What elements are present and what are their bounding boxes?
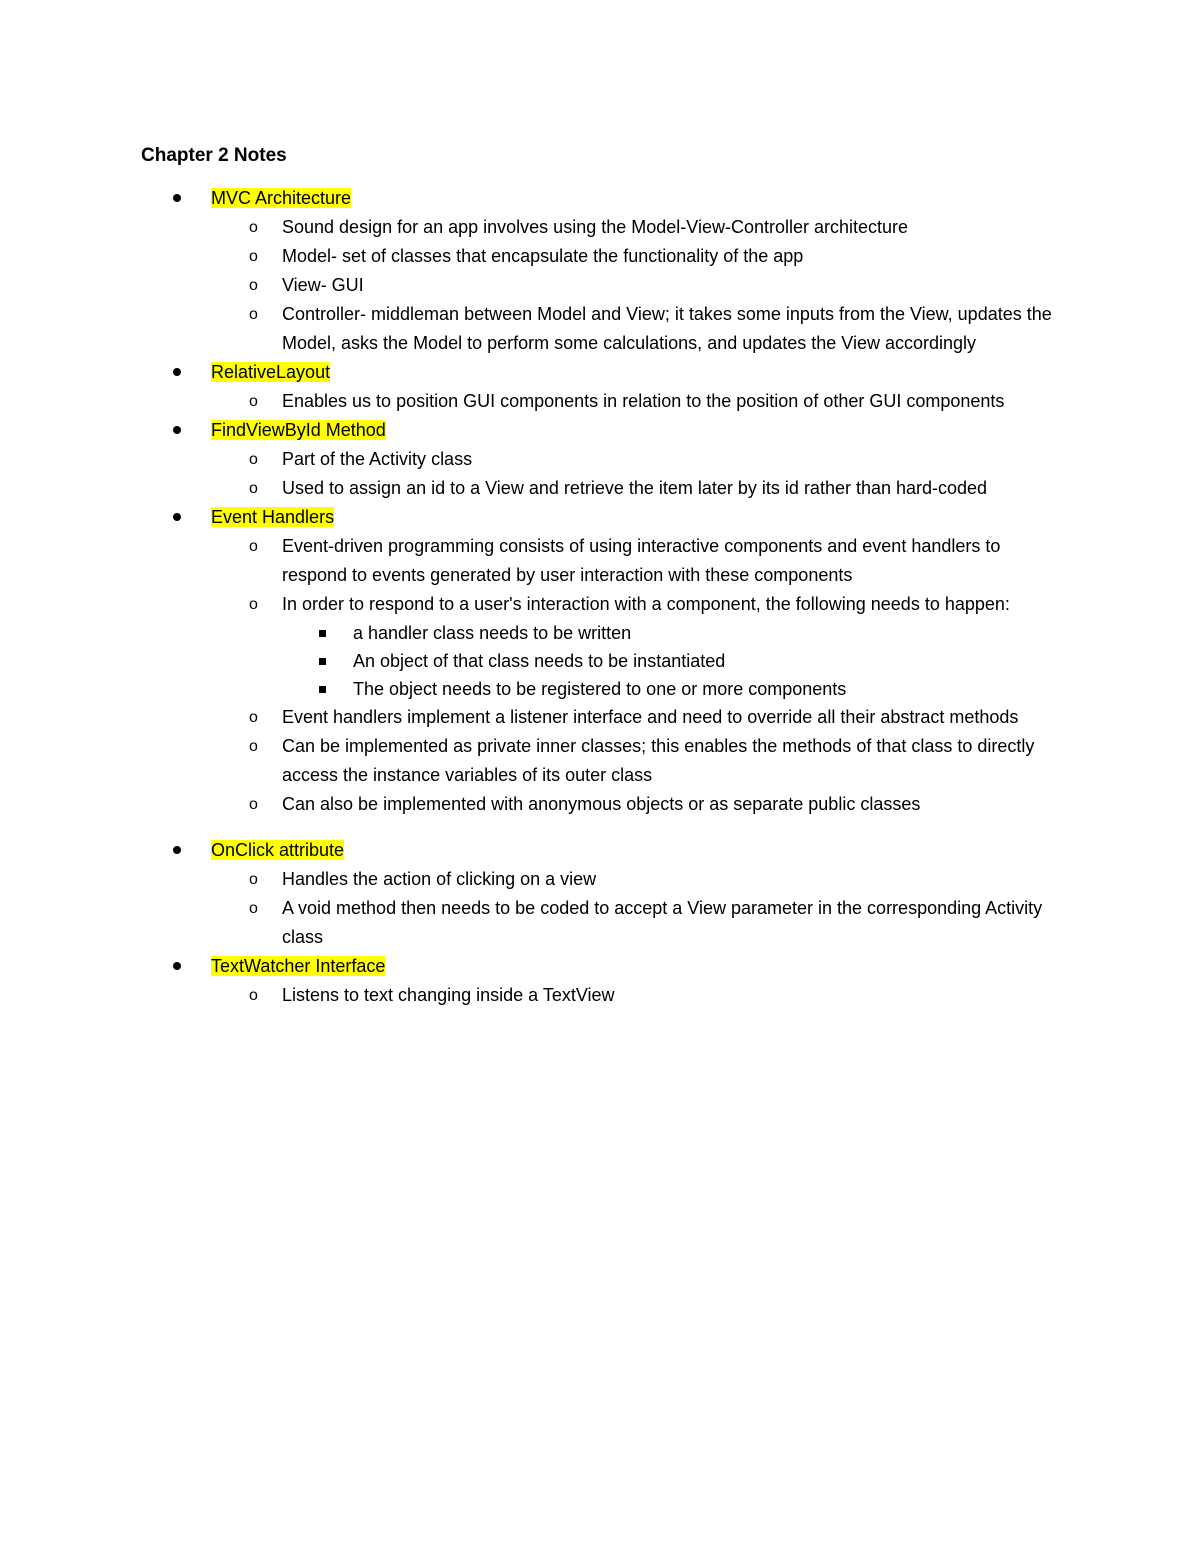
square-bullet-icon bbox=[319, 686, 326, 693]
bullet-icon bbox=[173, 426, 181, 434]
list-item bbox=[211, 271, 1062, 300]
list-item-text: Used to assign an id to a View and retrieve the item later by its id rather than hard-coded bbox=[282, 478, 988, 498]
circle-bullet-icon: o bbox=[249, 538, 258, 555]
section-heading: TextWatcher Interface bbox=[211, 956, 386, 976]
list-item-text: Controller- middleman between Model and View; it takes some inputs from the View, updates the Model, asks the Model to perform some calculations, and updates the View accordingly bbox=[282, 304, 1052, 353]
section-heading: RelativeLayout bbox=[211, 362, 331, 382]
circle-bullet-icon: o bbox=[249, 796, 258, 813]
bullet-icon bbox=[173, 194, 181, 202]
list-item-text: Event handlers implement a listener interface and need to override all their abstract methods bbox=[282, 707, 1019, 727]
list-item-text: Handles the action of clicking on a view bbox=[282, 869, 597, 889]
section-item bbox=[0, 358, 1200, 416]
list-item-text: A void method then needs to be coded to accept a View parameter in the corresponding Activity class bbox=[282, 898, 1043, 947]
sub-list bbox=[0, 865, 1200, 952]
sub-list bbox=[0, 981, 1200, 1010]
list-item-text: Part of the Activity class bbox=[282, 449, 473, 469]
list-item bbox=[211, 242, 1062, 271]
section-list bbox=[0, 184, 1200, 1010]
sub-list bbox=[0, 532, 1200, 819]
list-item bbox=[211, 532, 1062, 590]
list-item bbox=[282, 675, 1062, 703]
list-item-text: Enables us to position GUI components in relation to the position of other GUI components bbox=[282, 391, 1005, 411]
section-item bbox=[0, 184, 1200, 358]
list-item-text: An object of that class needs to be instantiated bbox=[353, 651, 726, 671]
circle-bullet-icon: o bbox=[249, 987, 258, 1004]
list-item bbox=[211, 865, 1062, 894]
list-item bbox=[211, 474, 1062, 503]
circle-bullet-icon: o bbox=[249, 480, 258, 497]
list-item bbox=[211, 387, 1062, 416]
list-item bbox=[211, 732, 1062, 790]
section-item bbox=[0, 836, 1200, 952]
section-item bbox=[0, 503, 1200, 819]
section-heading: OnClick attribute bbox=[211, 840, 345, 860]
list-item-text: Sound design for an app involves using the Model-View-Controller architecture bbox=[282, 217, 909, 237]
square-bullet-icon bbox=[319, 658, 326, 665]
list-item-text: Can be implemented as private inner classes; this enables the methods of that class to directly access the instance variables of its outer class bbox=[282, 736, 1035, 785]
list-item-text: Can also be implemented with anonymous objects or as separate public classes bbox=[282, 794, 921, 814]
section-heading: MVC Architecture bbox=[211, 188, 352, 208]
square-bullet-icon bbox=[319, 630, 326, 637]
list-item-text: The object needs to be registered to one or more components bbox=[353, 679, 847, 699]
section-item bbox=[0, 952, 1200, 1010]
list-item bbox=[211, 703, 1062, 732]
list-item bbox=[211, 213, 1062, 242]
circle-bullet-icon: o bbox=[249, 248, 258, 265]
sub-list bbox=[0, 387, 1200, 416]
list-item-text: Model- set of classes that encapsulate the functionality of the app bbox=[282, 246, 804, 266]
circle-bullet-icon: o bbox=[249, 451, 258, 468]
notes-content bbox=[0, 184, 1200, 1010]
list-item bbox=[211, 590, 1062, 703]
circle-bullet-icon: o bbox=[249, 900, 258, 917]
list-item bbox=[211, 445, 1062, 474]
circle-bullet-icon: o bbox=[249, 871, 258, 888]
list-item-text: Listens to text changing inside a TextView bbox=[282, 985, 615, 1005]
bullet-icon bbox=[173, 962, 181, 970]
circle-bullet-icon: o bbox=[249, 596, 258, 613]
list-item bbox=[211, 300, 1062, 358]
circle-bullet-icon: o bbox=[249, 219, 258, 236]
list-item-text: a handler class needs to be written bbox=[353, 623, 632, 643]
sub-list bbox=[0, 213, 1200, 358]
list-item bbox=[211, 790, 1062, 819]
bullet-icon bbox=[173, 513, 181, 521]
bullet-icon bbox=[173, 368, 181, 376]
circle-bullet-icon: o bbox=[249, 738, 258, 755]
circle-bullet-icon: o bbox=[249, 277, 258, 294]
sub-sub-list bbox=[282, 619, 1062, 703]
list-item bbox=[211, 894, 1062, 952]
section-heading: FindViewById Method bbox=[211, 420, 386, 440]
circle-bullet-icon: o bbox=[249, 393, 258, 410]
list-item-text: Event-driven programming consists of using interactive components and event handlers to respond to events generated by user interaction with these components bbox=[282, 536, 1001, 585]
circle-bullet-icon: o bbox=[249, 709, 258, 726]
circle-bullet-icon: o bbox=[249, 306, 258, 323]
bullet-icon bbox=[173, 846, 181, 854]
list-item bbox=[282, 647, 1062, 675]
list-item-text: In order to respond to a user's interaction with a component, the following needs to happen: bbox=[282, 594, 1010, 614]
list-item bbox=[211, 981, 1062, 1010]
list-item bbox=[282, 619, 1062, 647]
sub-list bbox=[0, 445, 1200, 503]
list-item-text: View- GUI bbox=[282, 275, 364, 295]
page-title: Chapter 2 Notes bbox=[141, 145, 287, 166]
section-heading: Event Handlers bbox=[211, 507, 335, 527]
section-item bbox=[0, 416, 1200, 503]
